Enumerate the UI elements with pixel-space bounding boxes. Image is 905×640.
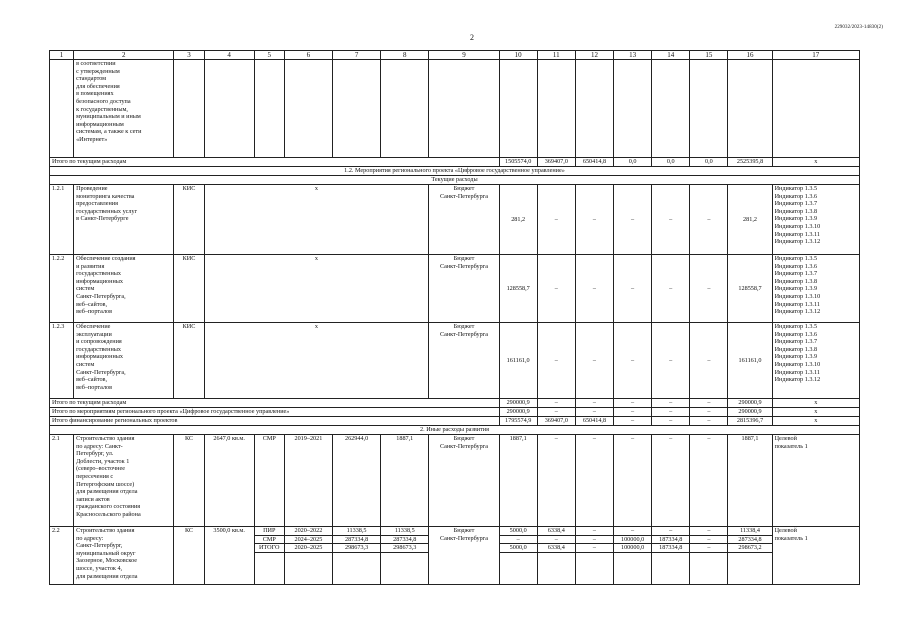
col-header: 11 bbox=[537, 51, 575, 60]
cell: 161161,0 bbox=[499, 323, 537, 399]
cell: 11338,4 bbox=[728, 527, 772, 536]
table-row bbox=[50, 185, 860, 255]
total-value: 0,0 bbox=[614, 158, 652, 167]
cell: – bbox=[690, 435, 728, 527]
col-header: 17 bbox=[772, 51, 859, 60]
cell: – bbox=[652, 185, 690, 255]
cell: 128558,7 bbox=[499, 255, 537, 323]
cell: – bbox=[537, 185, 575, 255]
col-header: 2 bbox=[74, 51, 174, 60]
cell: 287334,8 bbox=[381, 535, 429, 544]
cell: – bbox=[499, 535, 537, 544]
cell: КИС bbox=[174, 255, 204, 323]
cell: 128558,7 bbox=[728, 255, 772, 323]
cell: – bbox=[614, 323, 652, 399]
total-value: 369407,0 bbox=[537, 417, 575, 426]
item-name: Строительство здания по адресу: Санкт- Петербург, ул. Доблести, участок 1 (северо–восточнее пересечения с Петергофским шоссе) для размещения отдела записи актов гражданского состояния Красносельского района bbox=[74, 435, 174, 527]
total-value: – bbox=[614, 417, 652, 426]
cell: x bbox=[204, 255, 429, 323]
cell: 298673,3 bbox=[381, 544, 429, 553]
cell: – bbox=[690, 185, 728, 255]
col-header: 5 bbox=[254, 51, 284, 60]
total-row bbox=[50, 408, 860, 417]
cell: 2019–2021 bbox=[284, 435, 332, 527]
total-value: 2815396,7 bbox=[728, 417, 772, 426]
total-value: 369407,0 bbox=[537, 158, 575, 167]
cell: – bbox=[614, 435, 652, 527]
cell: – bbox=[652, 527, 690, 536]
total-value: – bbox=[537, 408, 575, 417]
cell: – bbox=[652, 255, 690, 323]
item-name: Обеспечение эксплуатации и сопровождения государственных информационных систем Санкт-Петербурга, веб–сайтов, веб–порталов bbox=[74, 323, 174, 399]
table-row bbox=[50, 255, 860, 323]
document-id: 229032/2023-14830(2) bbox=[834, 25, 883, 30]
indicators: Индикатор 1.3.5 Индикатор 1.3.6 Индикатор 1.3.7 Индикатор 1.3.8 Индикатор 1.3.9 Индикатор 1.3.10 Индикатор 1.3.11 Индикатор 1.3.12 bbox=[772, 185, 859, 255]
total-value: – bbox=[575, 408, 613, 417]
total-value: 0,0 bbox=[652, 158, 690, 167]
target-indicator: Целевой показатель 1 bbox=[772, 435, 859, 527]
total-value: – bbox=[690, 417, 728, 426]
total-value: x bbox=[772, 408, 859, 417]
col-header: 16 bbox=[728, 51, 772, 60]
indicators: Индикатор 1.3.5 Индикатор 1.3.6 Индикатор 1.3.7 Индикатор 1.3.8 Индикатор 1.3.9 Индикатор 1.3.10 Индикатор 1.3.11 Индикатор 1.3.12 bbox=[772, 255, 859, 323]
subsection-heading: Текущие расходы bbox=[50, 176, 860, 185]
target-indicator: Целевой показатель 1 bbox=[772, 527, 859, 585]
funding-source: Бюджет Санкт-Петербурга bbox=[429, 323, 499, 399]
cell: КИС bbox=[174, 185, 204, 255]
section-heading-row bbox=[50, 426, 860, 435]
cell: 298673,3 bbox=[333, 544, 381, 553]
total-value: x bbox=[772, 417, 859, 426]
cell: – bbox=[537, 435, 575, 527]
cell: 100000,0 bbox=[614, 535, 652, 544]
total-label: Итого по мероприятиям регионального проекта «Цифровое государственное управление» bbox=[50, 408, 500, 417]
total-value: x bbox=[772, 399, 859, 408]
total-value: – bbox=[652, 399, 690, 408]
cell: – bbox=[690, 544, 728, 553]
cell: x bbox=[204, 323, 429, 399]
funding-source: Бюджет Санкт-Петербурга bbox=[429, 435, 499, 527]
cell: – bbox=[614, 527, 652, 536]
cell: 5000,0 bbox=[499, 527, 537, 536]
cell: – bbox=[537, 535, 575, 544]
budget-table bbox=[49, 50, 860, 585]
cell: КС bbox=[174, 527, 204, 585]
page-number: 2 bbox=[470, 33, 474, 42]
col-header: 7 bbox=[333, 51, 381, 60]
col-header: 8 bbox=[381, 51, 429, 60]
total-value: 1795574,9 bbox=[499, 417, 537, 426]
total-value: 290000,9 bbox=[499, 399, 537, 408]
cell: – bbox=[614, 255, 652, 323]
cell: – bbox=[614, 185, 652, 255]
row-number: 1.2.3 bbox=[50, 323, 74, 399]
cell: 6338,4 bbox=[537, 544, 575, 553]
total-value: – bbox=[614, 399, 652, 408]
total-value: 2525395,8 bbox=[728, 158, 772, 167]
cell: ПИР bbox=[254, 527, 284, 536]
cell: 298673,2 bbox=[728, 544, 772, 553]
cell: 281,2 bbox=[499, 185, 537, 255]
total-value: 290000,9 bbox=[728, 399, 772, 408]
cell: – bbox=[690, 527, 728, 536]
total-label: Итого по текущим расходам bbox=[50, 158, 500, 167]
total-value: 1505574,0 bbox=[499, 158, 537, 167]
cell: 2024–2025 bbox=[284, 535, 332, 544]
table-row bbox=[50, 323, 860, 399]
row-number: 1.2.2 bbox=[50, 255, 74, 323]
total-value: – bbox=[575, 399, 613, 408]
col-header: 9 bbox=[429, 51, 499, 60]
cell: 5000,0 bbox=[499, 544, 537, 553]
total-label: Итого по текущим расходам bbox=[50, 399, 500, 408]
cell: – bbox=[575, 185, 613, 255]
item-name: Строительство здания по адресу: Санкт-Петербург, муниципальный округ Заозерное, Московское шоссе, участок 4, для размещения отдела bbox=[74, 527, 174, 585]
item-name: в соответствии с утвержденным стандартом для обеспечения в помещениях безопасного доступа к государственным, муниципальным и иным информационным системам, а также к сети «Интернет» bbox=[74, 60, 174, 158]
cell: – bbox=[690, 535, 728, 544]
cell: 100000,0 bbox=[614, 544, 652, 553]
cell: – bbox=[575, 323, 613, 399]
total-value: – bbox=[652, 408, 690, 417]
col-header: 10 bbox=[499, 51, 537, 60]
cell: 1887,1 bbox=[381, 435, 429, 527]
cell: СМР bbox=[254, 435, 284, 527]
cell: 1887,1 bbox=[728, 435, 772, 527]
col-header: 1 bbox=[50, 51, 74, 60]
col-header: 4 bbox=[204, 51, 254, 60]
total-value: 650414,8 bbox=[575, 417, 613, 426]
total-value: 290000,9 bbox=[728, 408, 772, 417]
cell: – bbox=[575, 527, 613, 536]
total-row bbox=[50, 399, 860, 408]
cell: 187334,8 bbox=[652, 535, 690, 544]
cell: 2647,0 кв.м. bbox=[204, 435, 254, 527]
cell: КС bbox=[174, 435, 204, 527]
row-number: 2.1 bbox=[50, 435, 74, 527]
cell: 2020–2022 bbox=[284, 527, 332, 536]
col-header: 6 bbox=[284, 51, 332, 60]
cell: x bbox=[204, 185, 429, 255]
total-value: x bbox=[772, 158, 859, 167]
section-heading-row bbox=[50, 167, 860, 176]
section-heading: 1.2. Мероприятия регионального проекта «Цифровое государственное управление» bbox=[50, 167, 860, 176]
total-value: – bbox=[690, 408, 728, 417]
total-value: – bbox=[614, 408, 652, 417]
total-value: 290000,9 bbox=[499, 408, 537, 417]
total-value: – bbox=[690, 399, 728, 408]
indicators: Индикатор 1.3.5 Индикатор 1.3.6 Индикатор 1.3.7 Индикатор 1.3.8 Индикатор 1.3.9 Индикатор 1.3.10 Индикатор 1.3.11 Индикатор 1.3.12 bbox=[772, 323, 859, 399]
table-row bbox=[50, 435, 860, 527]
table-row bbox=[50, 527, 860, 536]
funding-source: Бюджет Санкт-Петербурга bbox=[429, 255, 499, 323]
cell: 187334,8 bbox=[652, 544, 690, 553]
cell: 281,2 bbox=[728, 185, 772, 255]
cell: – bbox=[690, 323, 728, 399]
cell: – bbox=[652, 323, 690, 399]
col-header: 12 bbox=[575, 51, 613, 60]
section-heading: 2. Иные расходы развития bbox=[50, 426, 860, 435]
cell: – bbox=[575, 544, 613, 553]
funding-source: Бюджет Санкт-Петербурга bbox=[429, 185, 499, 255]
row-number: 2.2 bbox=[50, 527, 74, 585]
cell: 287334,8 bbox=[333, 535, 381, 544]
total-row bbox=[50, 417, 860, 426]
total-label: Итого финансирование региональных проектов bbox=[50, 417, 500, 426]
total-row bbox=[50, 158, 860, 167]
col-header: 15 bbox=[690, 51, 728, 60]
item-name: Проведение мониторинга качества предоставления государственных услуг в Санкт-Петербурге bbox=[74, 185, 174, 255]
cell: 11338,5 bbox=[333, 527, 381, 536]
col-header: 3 bbox=[174, 51, 204, 60]
cell: – bbox=[537, 323, 575, 399]
item-name: Обеспечение создания и развития государственных информационных систем Санкт-Петербурга, веб–сайтов, веб–порталов bbox=[74, 255, 174, 323]
total-value: – bbox=[537, 399, 575, 408]
col-header: 13 bbox=[614, 51, 652, 60]
col-header: 14 bbox=[652, 51, 690, 60]
row-number: 1.2.1 bbox=[50, 185, 74, 255]
budget-table-wrapper bbox=[49, 50, 860, 585]
cell: КИС bbox=[174, 323, 204, 399]
continued-row bbox=[50, 60, 860, 158]
cell: – bbox=[690, 255, 728, 323]
total-value: – bbox=[652, 417, 690, 426]
cell: 6338,4 bbox=[537, 527, 575, 536]
cell: 262944,0 bbox=[333, 435, 381, 527]
funding-source: Бюджет Санкт-Петербурга bbox=[429, 527, 499, 585]
cell: – bbox=[652, 435, 690, 527]
subsection-heading-row bbox=[50, 176, 860, 185]
cell: – bbox=[575, 435, 613, 527]
cell: ИТОГО bbox=[254, 544, 284, 553]
cell: СМР bbox=[254, 535, 284, 544]
cell: – bbox=[537, 255, 575, 323]
cell: 3500,0 кв.м. bbox=[204, 527, 254, 585]
total-value: 0,0 bbox=[690, 158, 728, 167]
cell: – bbox=[575, 255, 613, 323]
cell: 161161,0 bbox=[728, 323, 772, 399]
cell: 11338,5 bbox=[381, 527, 429, 536]
column-number-row bbox=[50, 51, 860, 60]
total-value: 650414,8 bbox=[575, 158, 613, 167]
cell: 2020–2025 bbox=[284, 544, 332, 553]
cell: – bbox=[575, 535, 613, 544]
cell: 287334,8 bbox=[728, 535, 772, 544]
cell: 1887,1 bbox=[499, 435, 537, 527]
